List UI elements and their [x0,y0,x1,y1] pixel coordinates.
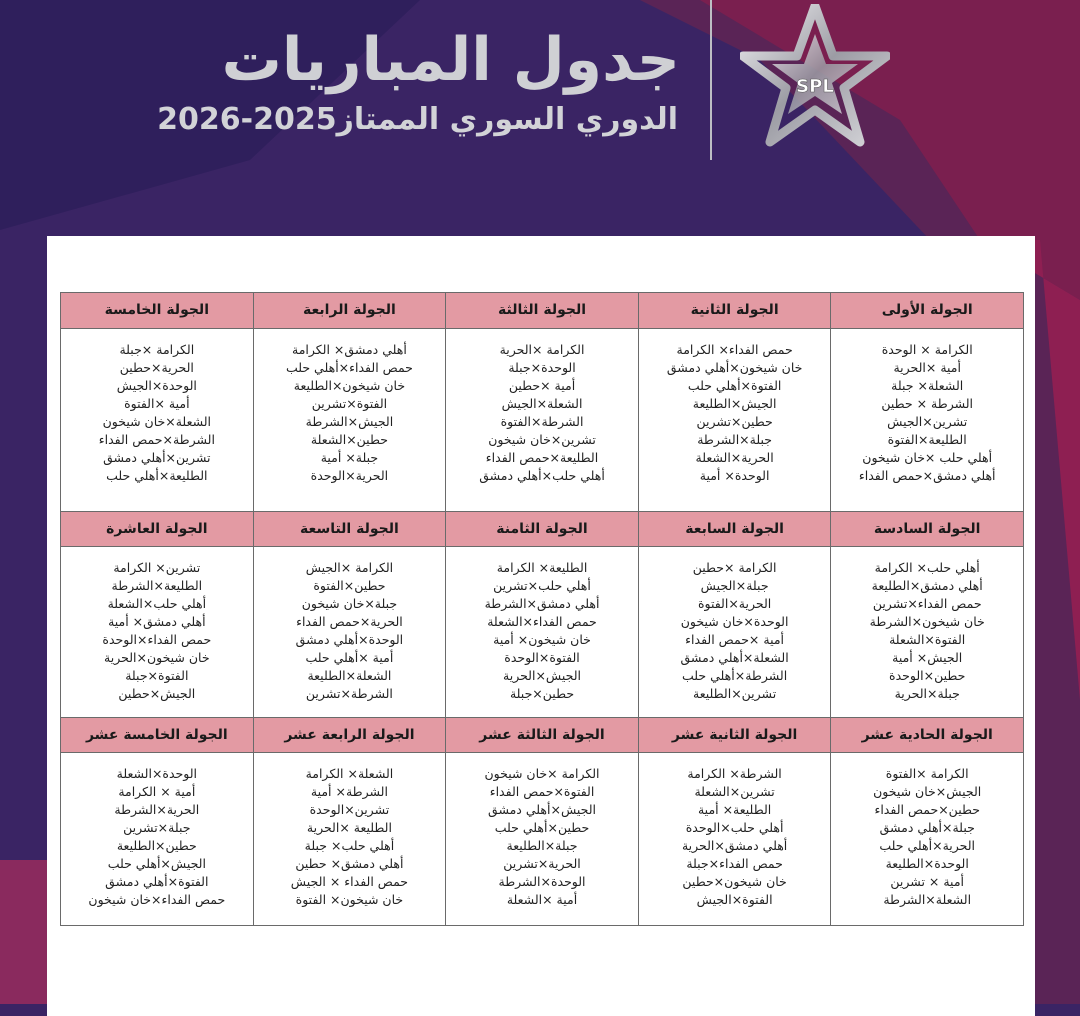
match-fixture: خان شيخون×الشرطة [869,614,985,629]
match-fixture: الطليعة×الفتوة [887,432,967,447]
match-fixture: الشرطة×تشرين [305,686,393,701]
match-fixture: تشرين× الكرامة [113,560,201,575]
round-matches [253,329,446,511]
match-fixture: الجيش×الشرطة [305,414,394,429]
match-fixture: حمص الفداء×خان شيخون [88,892,226,907]
match-fixture: حطين×حمص الفداء [874,802,980,817]
match-fixture: الجيش×الطليعة [692,396,777,411]
match-fixture: خان شيخون×أهلي دمشق [666,360,803,375]
match-fixture: الوحدة× أمية [699,468,770,483]
round-matches [253,753,446,925]
schedule-grid [60,292,1024,926]
match-fixture: الشعلة×الشرطة [883,892,972,907]
round-title: الجولة السابعة [638,511,831,547]
schedule-row-1 [61,293,1023,511]
round-matches [830,329,1023,511]
round-matches [445,753,638,925]
page-title: جدول المباريات [221,25,680,95]
match-fixture: الطليعة×الشرطة [111,578,203,593]
match-fixture: الجيش× أمية [892,650,963,665]
match-fixture: الطليعة×أهلي حلب [106,468,208,483]
match-fixture: الشعلة×الطليعة [307,668,392,683]
round-matches [61,547,253,717]
match-fixture: الفتوة×جبلة [125,668,189,683]
match-fixture: حمص الفداء×الشعلة [487,614,597,629]
match-fixture: الشعلة×الجيش [501,396,583,411]
round-matches [61,753,253,925]
match-fixture: الفتوة×تشرين [311,396,388,411]
match-fixture: خان شيخون×الطليعة [293,378,406,393]
match-fixture: أمية ×أهلي حلب [305,650,394,665]
match-fixture: حطين×تشرين [696,414,773,429]
match-fixture: أمية × تشرين [890,874,964,889]
match-fixture: جبلة×الجيش [700,578,769,593]
match-fixture: الشرطة × حطين [881,396,974,411]
round-title: الجولة الثامنة [445,511,638,547]
match-fixture: الكرامة ×حطين [692,560,777,575]
match-fixture: أهلي دمشق×حمص الفداء [858,468,996,483]
round-matches [61,329,253,511]
match-fixture: الكرامة ×جبلة [119,342,195,357]
logo-text: SPL [796,76,834,97]
match-fixture: حمص الفداء× الكرامة [676,342,793,357]
match-fixture: الشرطة×الفتوة [500,414,584,429]
match-fixture: أهلي حلب×تشرين [493,578,591,593]
round-title: الجولة الثالثة [445,293,638,329]
match-fixture: أهلي دمشق×الطليعة [871,578,983,593]
match-fixture: الوحدة×جبلة [508,360,576,375]
round-matches [253,547,446,717]
match-fixture: الكرامة ×خان شيخون [484,766,600,781]
match-fixture: الجيش×أهلي دمشق [488,802,596,817]
match-fixture: أهلي حلب×الوحدة [685,820,784,835]
match-fixture: تشرين×الشعلة [694,784,775,799]
match-fixture: الجيش×حطين [118,686,196,701]
match-fixture: حمص الفداء×جبلة [686,856,783,871]
round-title: الجولة الخامسة عشر [61,717,253,753]
match-fixture: الشعلة×أهلي دمشق [680,650,789,665]
schedule-row-2 [61,511,1023,717]
match-fixture: الوحدة×خان شيخون [680,614,789,629]
match-fixture: حطين×الطليعة [116,838,197,853]
round-matches [445,547,638,717]
match-fixture: الشعلة× الكرامة [305,766,394,781]
match-fixture: الطليعة×حمص الفداء [485,450,599,465]
match-fixture: أهلي دمشق× أمية [108,614,206,629]
match-fixture: الجيش×أهلي حلب [107,856,206,871]
match-fixture: جبلة×أهلي دمشق [879,820,975,835]
match-fixture: الجيش×الحرية [503,668,581,683]
match-fixture: الوحدة×الجيش [116,378,197,393]
match-fixture: الطليعة× الكرامة [496,560,588,575]
match-fixture: خان شيخون×حطين [682,874,787,889]
match-fixture: أمية ×الشعلة [506,892,578,907]
round-title: الجولة الأولى [830,293,1023,329]
match-fixture: حطين×جبلة [509,686,575,701]
match-fixture: أمية ×حمص الفداء [685,632,785,647]
round-title: الجولة الثانية عشر [638,717,831,753]
match-fixture: جبلة×خان شيخون [301,596,398,611]
round-title: الجولة الثالثة عشر [445,717,638,753]
match-fixture: الشرطة× أمية [310,784,388,799]
spl-star-logo [740,4,890,154]
match-fixture: الجيش×خان شيخون [873,784,982,799]
round-title: الجولة الخامسة [61,293,253,329]
match-fixture: الوحدة×الشعلة [116,766,197,781]
match-fixture: الفتوة×حمص الفداء [489,784,595,799]
match-fixture: الوحدة×الطليعة [885,856,969,871]
match-fixture: حطين×الوحدة [889,668,966,683]
match-fixture: خان شيخون× أمية [493,632,591,647]
match-fixture: أمية ×الحرية [893,360,961,375]
match-fixture: جبلة×الشرطة [697,432,772,447]
match-fixture: الشرطة×أهلي حلب [682,668,788,683]
match-fixture: الفتوة×الشعلة [889,632,966,647]
match-fixture: أهلي دمشق×الحرية [681,838,788,853]
match-fixture: حمص الفداء×تشرين [872,596,982,611]
match-fixture: الشعلة× جبلة [891,378,964,393]
round-matches [638,329,831,511]
match-fixture: الفتوة×الوحدة [504,650,580,665]
round-title: الجولة الحادية عشر [830,717,1023,753]
round-matches [638,753,831,925]
match-fixture: الحرية×الشرطة [114,802,200,817]
match-fixture: الطليعة ×الحرية [306,820,392,835]
match-fixture: جبلة×الطليعة [506,838,578,853]
match-fixture: الكرامة ×الفتوة [885,766,969,781]
match-fixture: الحرية×أهلي حلب [879,838,976,853]
match-fixture: الوحدة×أهلي دمشق [295,632,404,647]
match-fixture: أهلي دمشق× الكرامة [292,342,407,357]
round-matches [830,753,1023,925]
round-title: الجولة التاسعة [253,511,446,547]
match-fixture: الحرية×حطين [119,360,194,375]
round-matches [638,547,831,717]
match-fixture: أمية ×حطين [508,378,576,393]
match-fixture: أمية ×الفتوة [124,396,190,411]
round-matches [445,329,638,511]
match-fixture: أهلي دمشق×الشرطة [484,596,600,611]
match-fixture: الحرية×الشعلة [695,450,774,465]
match-fixture: خان شيخون×الحرية [104,650,210,665]
match-fixture: الكرامة × الوحدة [881,342,973,357]
match-fixture: جبلة×تشرين [123,820,191,835]
round-title: الجولة الثانية [638,293,831,329]
round-title: الجولة الرابعة عشر [253,717,446,753]
match-fixture: الفتوة×أهلي حلب [687,378,782,393]
match-fixture: تشرين×أهلي دمشق [103,450,211,465]
match-fixture: الحرية×حمص الفداء [296,614,403,629]
match-fixture: جبلة×الحرية [894,686,960,701]
match-fixture: أهلي حلب ×خان شيخون [862,450,993,465]
match-fixture: حمص الفداء×أهلي حلب [285,360,413,375]
round-title: الجولة السادسة [830,511,1023,547]
match-fixture: تشرين×الوحدة [309,802,390,817]
match-fixture: جبلة× أمية [320,450,379,465]
schedule-row-3 [61,717,1023,925]
match-fixture: الفتوة×أهلي دمشق [105,874,209,889]
match-fixture: تشرين×خان شيخون [488,432,596,447]
header-divider [710,0,712,160]
league-season-subtitle: الدوري السوري الممتاز2025-2026 [157,102,678,137]
match-fixture: الشرطة× الكرامة [687,766,782,781]
match-fixture: حطين×أهلي حلب [494,820,590,835]
match-fixture: الكرامة ×الحرية [499,342,585,357]
match-fixture: تشرين×الطليعة [693,686,777,701]
round-title: الجولة الرابعة [253,293,446,329]
match-fixture: أهلي حلب× جبلة [304,838,395,853]
match-fixture: حمص الفداء × الجيش [290,874,409,889]
match-fixture: حطين×الشعلة [310,432,388,447]
round-title: الجولة العاشرة [61,511,253,547]
match-fixture: الحرية×تشرين [503,856,581,871]
match-fixture: أهلي دمشق× حطين [295,856,404,871]
match-fixture: خان شيخون× الفتوة [295,892,404,907]
match-fixture: الوحدة×الشرطة [498,874,586,889]
match-fixture: أهلي حلب× الكرامة [874,560,980,575]
match-fixture: الشرطة×حمص الفداء [98,432,215,447]
match-fixture: حمص الفداء×الوحدة [102,632,212,647]
round-matches [830,547,1023,717]
match-fixture: الفتوة×الجيش [696,892,773,907]
match-fixture: الكرامة ×الجيش [305,560,394,575]
match-fixture: الحرية×الوحدة [310,468,389,483]
match-fixture: أهلي حلب×الشعلة [107,596,207,611]
match-fixture: أمية × الكرامة [118,784,196,799]
match-fixture: الشعلة×خان شيخون [102,414,212,429]
match-fixture: حطين×الفتوة [313,578,386,593]
match-fixture: الطليعة× أمية [697,802,772,817]
match-fixture: الحرية×الفتوة [697,596,772,611]
match-fixture: أهلي حلب×أهلي دمشق [479,468,605,483]
match-fixture: تشرين×الجيش [887,414,968,429]
